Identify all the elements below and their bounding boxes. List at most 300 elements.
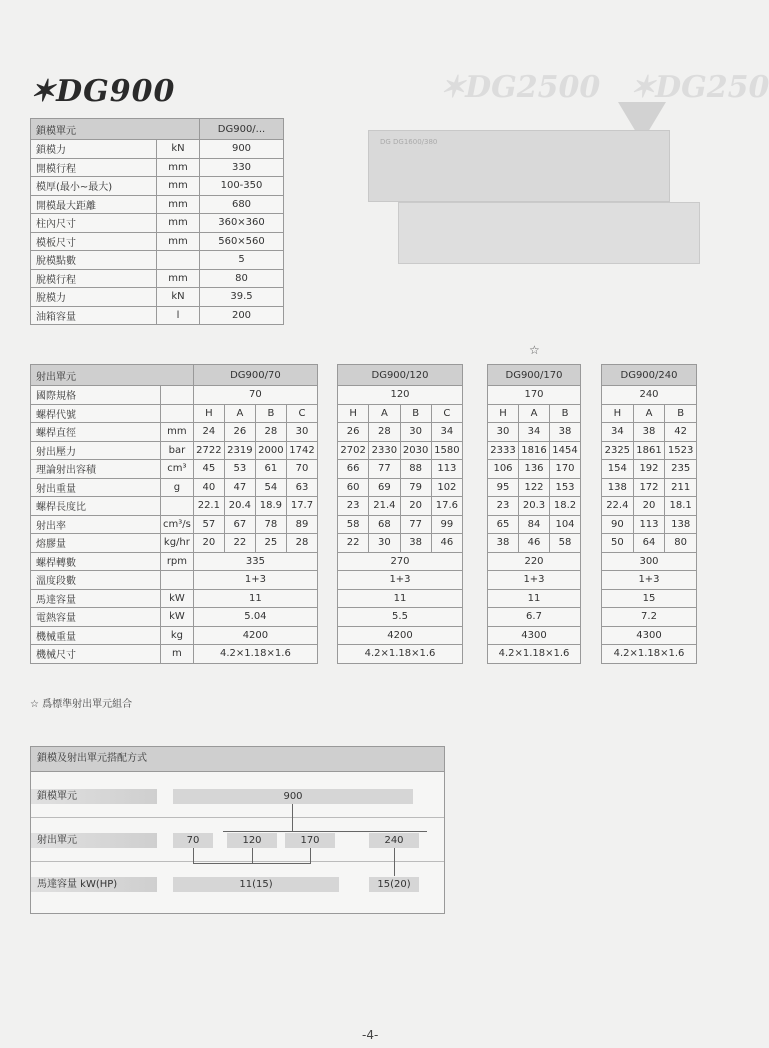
table-row [602, 645, 697, 664]
clamp-unit: mm [157, 269, 200, 288]
clamp-param-label: 脫模力 [31, 288, 157, 307]
diameter-value: 38 [550, 423, 581, 442]
heater-value: 5.04 [193, 608, 317, 627]
ld-value: 22.4 [602, 497, 634, 516]
table-row [31, 269, 284, 288]
clamp-unit: mm [157, 232, 200, 251]
rate-value: 67 [224, 515, 255, 534]
ld-value: 23 [488, 497, 519, 516]
injection-unit: kW [161, 589, 194, 608]
table-row [488, 589, 581, 608]
screw-code: H [488, 404, 519, 423]
table-row [338, 404, 463, 423]
screw-code: B [550, 404, 581, 423]
ld-value: 20.4 [224, 497, 255, 516]
pressure-value: 1742 [286, 441, 317, 460]
heater-value: 7.2 [602, 608, 697, 627]
standard-note: ☆ 爲標準射出單元組合 [30, 699, 133, 710]
screw-code: B [255, 404, 286, 423]
combo-motor-label: 馬達容量 kW(HP) [31, 877, 157, 892]
ld-value: 21.4 [369, 497, 400, 516]
rate-value: 84 [519, 515, 550, 534]
rate-value: 113 [633, 515, 665, 534]
injection-unit: kW [161, 608, 194, 627]
connector-line [394, 848, 395, 876]
table-row [31, 214, 284, 233]
international-spec: 120 [338, 386, 463, 405]
combo-motor-15: 15(20) [369, 877, 419, 892]
volume-value: 77 [369, 460, 400, 479]
weight-value: 95 [488, 478, 519, 497]
volume-value: 235 [665, 460, 697, 479]
volume-value: 170 [550, 460, 581, 479]
plast-value: 22 [338, 534, 369, 553]
table-row [31, 288, 284, 307]
screw-code: A [519, 404, 550, 423]
clamp-value: 200 [200, 306, 284, 325]
pressure-value: 1861 [633, 441, 665, 460]
weight-value: 40 [193, 478, 224, 497]
connector-line [292, 804, 293, 832]
diameter-value: 26 [338, 423, 369, 442]
pressure-value: 1454 [550, 441, 581, 460]
injection-unit: g [161, 478, 194, 497]
pressure-value: 2330 [369, 441, 400, 460]
injection-param-label: 機械重量 [31, 626, 161, 645]
combo-header: 鎖模及射出單元搭配方式 [31, 747, 444, 772]
table-row [31, 534, 318, 553]
table-row [602, 571, 697, 590]
weight-value: 102 [431, 478, 462, 497]
rate-value: 138 [665, 515, 697, 534]
combination-diagram [30, 746, 445, 914]
rpm-value: 270 [338, 552, 463, 571]
table-row [488, 571, 581, 590]
diameter-value: 34 [602, 423, 634, 442]
diameter-value: 28 [255, 423, 286, 442]
clamp-unit: mm [157, 195, 200, 214]
clamp-unit: mm [157, 158, 200, 177]
clamp-value: 900 [200, 140, 284, 159]
table-row [31, 515, 318, 534]
ld-value: 20 [633, 497, 665, 516]
rate-value: 58 [338, 515, 369, 534]
table-row [602, 515, 697, 534]
table-row [488, 386, 581, 405]
clamp-unit: mm [157, 177, 200, 196]
weight-value: 63 [286, 478, 317, 497]
injection-param-label: 理論射出容積 [31, 460, 161, 479]
clamp-param-label: 脫模點數 [31, 251, 157, 270]
table-row [31, 460, 318, 479]
table-row [31, 571, 318, 590]
table-row [488, 534, 581, 553]
zones-value: 1+3 [488, 571, 581, 590]
weight-value: 47 [224, 478, 255, 497]
table-row [602, 552, 697, 571]
clamp-param-label: 模厚(最小~最大) [31, 177, 157, 196]
heater-value: 5.5 [338, 608, 463, 627]
injection-param-label: 螺桿直徑 [31, 423, 161, 442]
table-row [488, 423, 581, 442]
table-row [31, 306, 284, 325]
table-row [488, 441, 581, 460]
plast-value: 50 [602, 534, 634, 553]
plast-value: 64 [633, 534, 665, 553]
table-row [31, 478, 318, 497]
rate-value: 77 [400, 515, 431, 534]
table-row [488, 404, 581, 423]
table-row [602, 478, 697, 497]
injection-param-label: 螺桿轉數 [31, 552, 161, 571]
table-row [602, 441, 697, 460]
pressure-value: 2319 [224, 441, 255, 460]
clamp-value: 39.5 [200, 288, 284, 307]
plast-value: 38 [488, 534, 519, 553]
volume-value: 45 [193, 460, 224, 479]
screw-code: A [633, 404, 665, 423]
diameter-value: 38 [633, 423, 665, 442]
divider [31, 861, 444, 862]
screw-code: B [665, 404, 697, 423]
rpm-value: 300 [602, 552, 697, 571]
injection-param-label: 馬達容量 [31, 589, 161, 608]
clamp-param-label: 模板尺寸 [31, 232, 157, 251]
table-row [31, 552, 318, 571]
combo-clamp-label: 鎖模單元 [31, 789, 157, 804]
table-row [488, 552, 581, 571]
motor-value: 11 [338, 589, 463, 608]
table-row [338, 571, 463, 590]
table-row [31, 645, 318, 664]
pressure-value: 2325 [602, 441, 634, 460]
plast-value: 20 [193, 534, 224, 553]
standard-star-icon: ☆ [529, 343, 540, 357]
motor-value: 11 [193, 589, 317, 608]
plast-value: 25 [255, 534, 286, 553]
screw-code: H [338, 404, 369, 423]
volume-value: 136 [519, 460, 550, 479]
diameter-value: 28 [369, 423, 400, 442]
pressure-value: 2000 [255, 441, 286, 460]
mass-value: 4300 [602, 626, 697, 645]
diameter-value: 30 [286, 423, 317, 442]
ld-value: 17.6 [431, 497, 462, 516]
machine-label: DG DG1600/380 [380, 138, 438, 146]
clamp-value: 5 [200, 251, 284, 270]
ld-value: 18.1 [665, 497, 697, 516]
injection-table-70 [30, 364, 318, 664]
volume-value: 66 [338, 460, 369, 479]
diameter-value: 34 [519, 423, 550, 442]
weight-value: 79 [400, 478, 431, 497]
rpm-value: 335 [193, 552, 317, 571]
pressure-value: 2702 [338, 441, 369, 460]
weight-value: 153 [550, 478, 581, 497]
clamp-value: 330 [200, 158, 284, 177]
rate-value: 57 [193, 515, 224, 534]
injection-header: 射出單元 [31, 365, 194, 386]
ld-value: 18.2 [550, 497, 581, 516]
injection-param-label: 國際規格 [31, 386, 161, 405]
injection-table-240 [601, 364, 697, 664]
table-row [602, 497, 697, 516]
zones-value: 1+3 [193, 571, 317, 590]
screw-code: H [602, 404, 634, 423]
model-name: DG900/240 [602, 365, 697, 386]
diameter-value: 30 [400, 423, 431, 442]
clamp-param-label: 油箱容量 [31, 306, 157, 325]
clamp-param-label: 開模最大距離 [31, 195, 157, 214]
connector-line [223, 831, 427, 832]
ghost-title-1: ✶DG2500 [440, 70, 601, 105]
ld-value: 22.1 [193, 497, 224, 516]
motor-value: 15 [602, 589, 697, 608]
table-row [338, 626, 463, 645]
heater-value: 6.7 [488, 608, 581, 627]
clamp-model: DG900/... [200, 119, 284, 140]
table-row [31, 423, 318, 442]
rate-value: 104 [550, 515, 581, 534]
injection-unit [161, 386, 194, 405]
table-row [31, 441, 318, 460]
table-row [31, 177, 284, 196]
ld-value: 20.3 [519, 497, 550, 516]
table-row [338, 515, 463, 534]
page-number: -4- [362, 1028, 379, 1042]
mass-value: 4200 [193, 626, 317, 645]
screw-code: C [286, 404, 317, 423]
weight-value: 54 [255, 478, 286, 497]
model-name: DG900/120 [338, 365, 463, 386]
table-row [31, 251, 284, 270]
injection-unit: cm³ [161, 460, 194, 479]
table-row [488, 497, 581, 516]
injection-unit [161, 571, 194, 590]
table-row [31, 195, 284, 214]
injection-unit: rpm [161, 552, 194, 571]
screw-code: C [431, 404, 462, 423]
injection-param-label: 射出率 [31, 515, 161, 534]
plast-value: 22 [224, 534, 255, 553]
clamp-value: 100-350 [200, 177, 284, 196]
ld-value: 18.9 [255, 497, 286, 516]
clamp-unit: mm [157, 214, 200, 233]
clamp-value: 360×360 [200, 214, 284, 233]
table-row [338, 386, 463, 405]
machine-photo [368, 102, 708, 272]
plast-value: 38 [400, 534, 431, 553]
screw-code: A [224, 404, 255, 423]
injection-unit: m [161, 645, 194, 664]
model-name: DG900/70 [193, 365, 317, 386]
table-row [338, 478, 463, 497]
clamp-unit: l [157, 306, 200, 325]
pressure-value: 1580 [431, 441, 462, 460]
table-row [338, 423, 463, 442]
plast-value: 28 [286, 534, 317, 553]
weight-value: 211 [665, 478, 697, 497]
rpm-value: 220 [488, 552, 581, 571]
injection-unit: mm [161, 423, 194, 442]
volume-value: 61 [255, 460, 286, 479]
model-name: DG900/170 [488, 365, 581, 386]
zones-value: 1+3 [602, 571, 697, 590]
injection-unit: bar [161, 441, 194, 460]
injection-param-label: 射出重量 [31, 478, 161, 497]
injection-param-label: 電熱容量 [31, 608, 161, 627]
diameter-value: 26 [224, 423, 255, 442]
table-row [31, 232, 284, 251]
plast-value: 30 [369, 534, 400, 553]
table-row [338, 552, 463, 571]
ld-value: 20 [400, 497, 431, 516]
rate-value: 99 [431, 515, 462, 534]
injection-param-label: 螺桿長度比 [31, 497, 161, 516]
table-row [602, 626, 697, 645]
size-value: 4.2×1.18×1.6 [602, 645, 697, 664]
table-row [31, 497, 318, 516]
volume-value: 70 [286, 460, 317, 479]
injection-unit [161, 404, 194, 423]
volume-value: 154 [602, 460, 634, 479]
table-row [338, 460, 463, 479]
pressure-value: 2333 [488, 441, 519, 460]
page-title: ✶DG900 [30, 74, 176, 109]
injection-param-label: 射出壓力 [31, 441, 161, 460]
table-row [31, 608, 318, 627]
table-row [31, 589, 318, 608]
ghost-title-2: ✶DG250 [630, 70, 769, 105]
injection-unit [161, 497, 194, 516]
clamp-value: 680 [200, 195, 284, 214]
pressure-value: 2722 [193, 441, 224, 460]
table-row [338, 608, 463, 627]
plast-value: 80 [665, 534, 697, 553]
combo-injection-label: 射出單元 [31, 833, 157, 848]
table-row [488, 645, 581, 664]
combo-clamp-value: 900 [173, 789, 413, 804]
injection-param-label: 機械尺寸 [31, 645, 161, 664]
connector-line [252, 848, 253, 864]
plast-value: 46 [431, 534, 462, 553]
table-row [602, 404, 697, 423]
divider [31, 817, 444, 818]
clamp-value: 560×560 [200, 232, 284, 251]
clamp-table [30, 118, 284, 325]
size-value: 4.2×1.18×1.6 [488, 645, 581, 664]
weight-value: 122 [519, 478, 550, 497]
international-spec: 70 [193, 386, 317, 405]
weight-value: 60 [338, 478, 369, 497]
table-row [488, 478, 581, 497]
injection-unit: cm³/s [161, 515, 194, 534]
clamp-value: 80 [200, 269, 284, 288]
volume-value: 106 [488, 460, 519, 479]
pressure-value: 1816 [519, 441, 550, 460]
injection-param-label: 溫度段數 [31, 571, 161, 590]
table-row [488, 515, 581, 534]
mass-value: 4300 [488, 626, 581, 645]
rate-value: 90 [602, 515, 634, 534]
international-spec: 240 [602, 386, 697, 405]
volume-value: 53 [224, 460, 255, 479]
table-row [602, 589, 697, 608]
diameter-value: 30 [488, 423, 519, 442]
clamp-unit: kN [157, 288, 200, 307]
volume-value: 192 [633, 460, 665, 479]
clamp-param-label: 開模行程 [31, 158, 157, 177]
clamp-unit: kN [157, 140, 200, 159]
injection-table-120 [337, 364, 463, 664]
rate-value: 78 [255, 515, 286, 534]
diameter-value: 42 [665, 423, 697, 442]
connector-line [193, 863, 311, 864]
table-row [338, 589, 463, 608]
injection-param-label: 螺桿代號 [31, 404, 161, 423]
motor-value: 11 [488, 589, 581, 608]
table-row [31, 386, 318, 405]
size-value: 4.2×1.18×1.6 [193, 645, 317, 664]
clamp-param-label: 鎖模力 [31, 140, 157, 159]
weight-value: 172 [633, 478, 665, 497]
clamp-param-label: 脫模行程 [31, 269, 157, 288]
table-row [338, 441, 463, 460]
plast-value: 46 [519, 534, 550, 553]
combo-inj-70: 70 [173, 833, 213, 848]
connector-line [310, 848, 311, 864]
table-row [602, 386, 697, 405]
clamp-header: 鎖模單元 [31, 119, 200, 140]
injection-param-label: 熔膠量 [31, 534, 161, 553]
combo-inj-120: 120 [227, 833, 277, 848]
rate-value: 65 [488, 515, 519, 534]
screw-code: B [400, 404, 431, 423]
diameter-value: 24 [193, 423, 224, 442]
rate-value: 68 [369, 515, 400, 534]
table-row [31, 158, 284, 177]
ld-value: 17.7 [286, 497, 317, 516]
table-row [488, 460, 581, 479]
pressure-value: 1523 [665, 441, 697, 460]
injection-table-170 [487, 364, 581, 664]
plast-value: 58 [550, 534, 581, 553]
rate-value: 89 [286, 515, 317, 534]
table-row [602, 534, 697, 553]
size-value: 4.2×1.18×1.6 [338, 645, 463, 664]
table-row [31, 404, 318, 423]
mass-value: 4200 [338, 626, 463, 645]
combo-motor-11: 11(15) [173, 877, 339, 892]
ld-value: 23 [338, 497, 369, 516]
injection-unit: kg [161, 626, 194, 645]
table-row [602, 423, 697, 442]
table-row [31, 140, 284, 159]
table-row [602, 460, 697, 479]
injection-unit: kg/hr [161, 534, 194, 553]
connector-line [193, 848, 194, 864]
table-row [602, 608, 697, 627]
clamp-unit [157, 251, 200, 270]
zones-value: 1+3 [338, 571, 463, 590]
table-row [488, 608, 581, 627]
volume-value: 88 [400, 460, 431, 479]
diameter-value: 34 [431, 423, 462, 442]
pressure-value: 2030 [400, 441, 431, 460]
weight-value: 138 [602, 478, 634, 497]
screw-code: H [193, 404, 224, 423]
table-row [338, 497, 463, 516]
